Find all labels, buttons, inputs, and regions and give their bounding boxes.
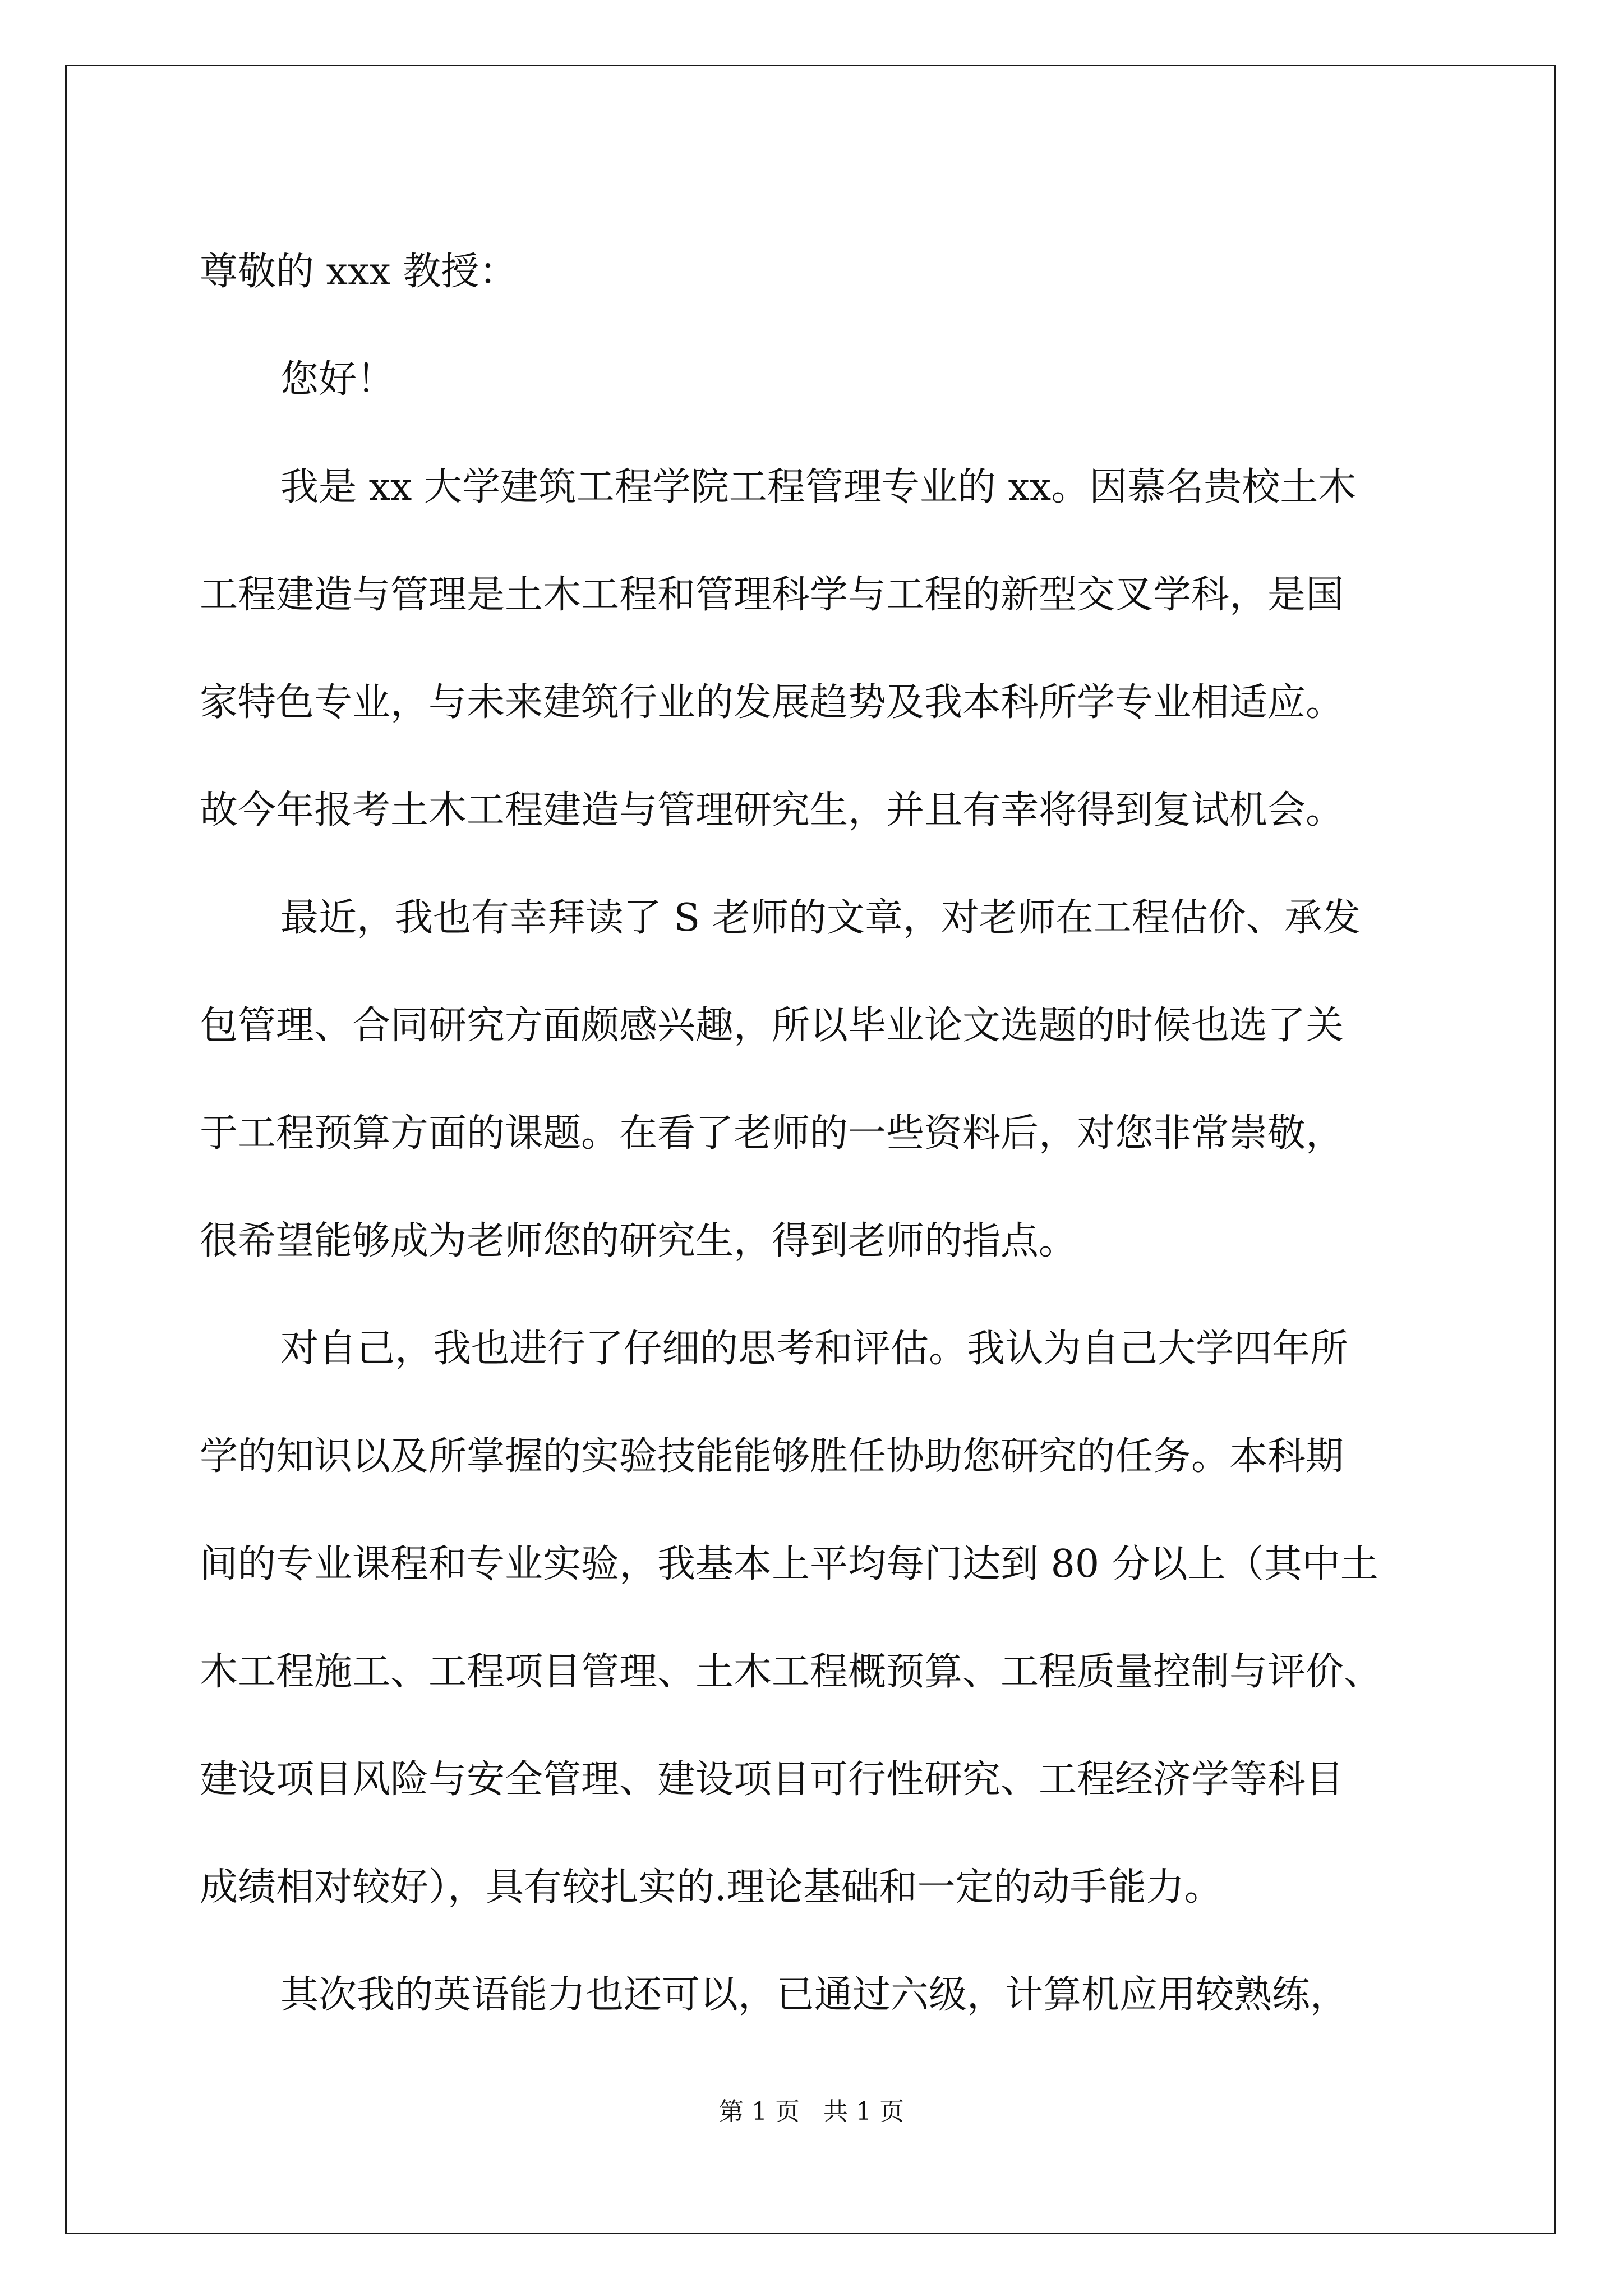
paragraph-line: 木工程施工、工程项目管理、土木工程概预算、工程质量控制与评价、 — [200, 1650, 1382, 1694]
salutation: 尊敬的 xxx 教授： — [200, 250, 518, 294]
paragraph-line: 故今年报考土木工程建造与管理研究生，并且有幸将得到复试机会。 — [200, 788, 1344, 832]
paragraph-line: 对自己，我也进行了仔细的思考和评估。我认为自己大学四年所 — [280, 1327, 1349, 1371]
page-number: 第 1 页 — [719, 2097, 800, 2126]
greeting: 您好！ — [280, 357, 395, 402]
page-total: 共 1 页 — [823, 2097, 904, 2126]
paragraph-line: 工程建造与管理是土木工程和管理科学与工程的新型交叉学科，是国 — [200, 573, 1344, 617]
paragraph-line: 其次我的英语能力也还可以，已通过六级，计算机应用较熟练， — [280, 1973, 1349, 2017]
paragraph-line: 建设项目风险与安全管理、建设项目可行性研究、工程经济学等科目 — [200, 1757, 1344, 1802]
paragraph-line: 我是 xx 大学建筑工程学院工程管理专业的 xx。因慕名贵校土木 — [280, 465, 1357, 509]
paragraph-line: 包管理、合同研究方面颇感兴趣，所以毕业论文选题的时候也选了关 — [200, 1004, 1344, 1048]
paragraph-line: 家特色专业，与未来建筑行业的发展趋势及我本科所学专业相适应。 — [200, 680, 1344, 725]
letter-body — [200, 218, 1461, 2049]
page-footer — [0, 2095, 1623, 2129]
paragraph-line: 很希望能够成为老师您的研究生，得到老师的指点。 — [200, 1219, 1077, 1263]
paragraph-line: 间的专业课程和专业实验，我基本上平均每门达到 80 分以上（其中土 — [200, 1542, 1378, 1586]
paragraph-line: 成绩相对较好），具有较扎实的.理论基础和一定的动手能力。 — [200, 1865, 1223, 1910]
paragraph-line: 学的知识以及所掌握的实验技能能够胜任协助您研究的任务。本科期 — [200, 1434, 1344, 1479]
paragraph-line: 最近，我也有幸拜读了 S 老师的文章，对老师在工程估价、承发 — [280, 896, 1361, 940]
paragraph-line: 于工程预算方面的课题。在看了老师的一些资料后，对您非常崇敬， — [200, 1111, 1344, 1156]
